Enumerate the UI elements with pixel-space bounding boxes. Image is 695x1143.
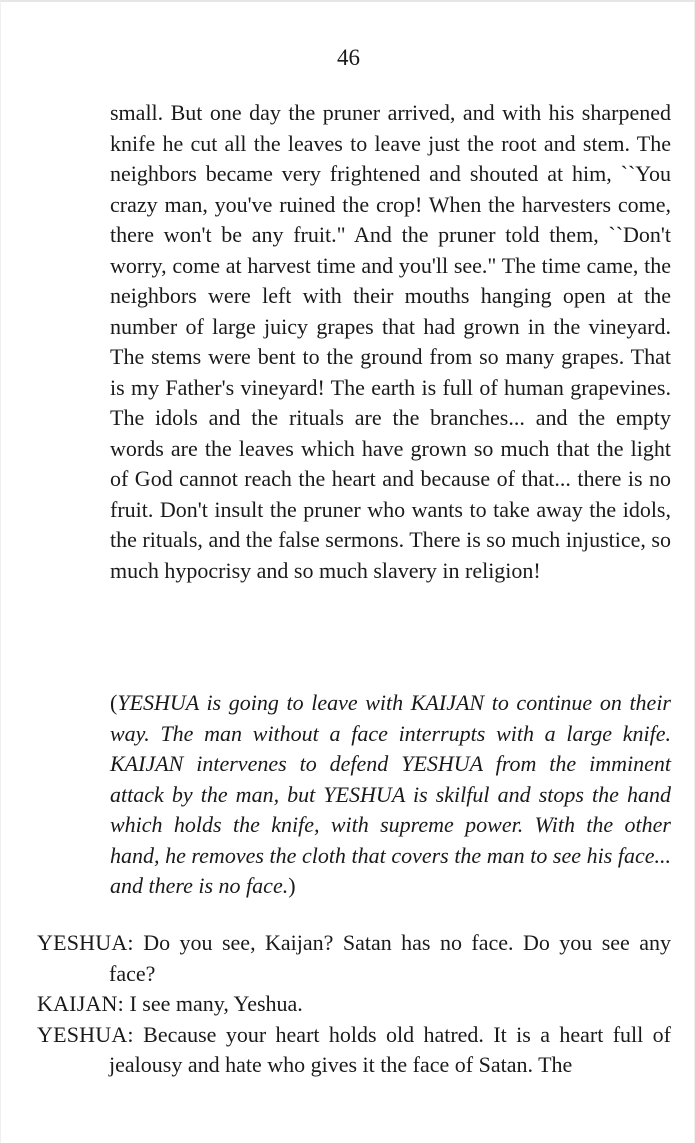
dialogue-text: Because your heart holds old hatred. It is a heart full of jealousy and hate who gives it the face of Satan. The bbox=[109, 1021, 671, 1077]
speaker-name: YESHUA: bbox=[37, 930, 134, 955]
stage-direction-text: YESHUA is going to leave with KAIJAN to continue on their way. The man without a face interrupts with a large knife. KAIJAN intervenes to defend YESHUA from the imminent attack by the man, but YESHUA is skilful and stops the hand which holds the knife, with supreme power. With the other hand, he removes the cloth that covers the man to see his face... and there is no face. bbox=[110, 690, 671, 898]
stage-direction-open-paren: ( bbox=[110, 690, 118, 715]
stage-direction bbox=[110, 688, 671, 902]
dialogue-text: Do you see, Kaijan? Satan has no face. Do you see any face? bbox=[109, 930, 672, 986]
dialogue-line bbox=[37, 928, 671, 989]
dialogue-line bbox=[37, 989, 671, 1020]
dialogue-block bbox=[37, 928, 671, 1081]
dialogue-text: I see many, Yeshua. bbox=[129, 991, 303, 1016]
speaker-name: YESHUA: bbox=[37, 1021, 134, 1047]
speaker-name: KAIJAN: bbox=[37, 991, 124, 1016]
body-paragraph: small. But one day the pruner arrived, and with his sharpened knife he cut all the leaves to leave just the root and stem. The neighbors became very frightened and shouted at him, ``You crazy man, you've ruined the crop! When the harvesters come, there won't be any fruit." And the pruner told them, ``Don't worry, come at harvest time and you'll see." The time came, the neighbors were left with their mouths hanging open at the number of large juicy grapes that had grown in the vineyard. The stems were bent to the ground from so many grapes. That is my Father's vineyard! The earth is full of human grapevines. The idols and the rituals are the branches... and the empty words are the leaves which have grown so much that the light of God cannot reach the heart and because of that... there is no fruit. Don't insult the pruner who wants to take away the idols, the rituals, and the false sermons. There is so much injustice, so much hypocrisy and so much slavery in religion! bbox=[110, 100, 671, 583]
stage-direction-close-paren: ) bbox=[288, 873, 296, 898]
dialogue-line bbox=[37, 1020, 671, 1081]
page-number: 46 bbox=[337, 45, 360, 70]
